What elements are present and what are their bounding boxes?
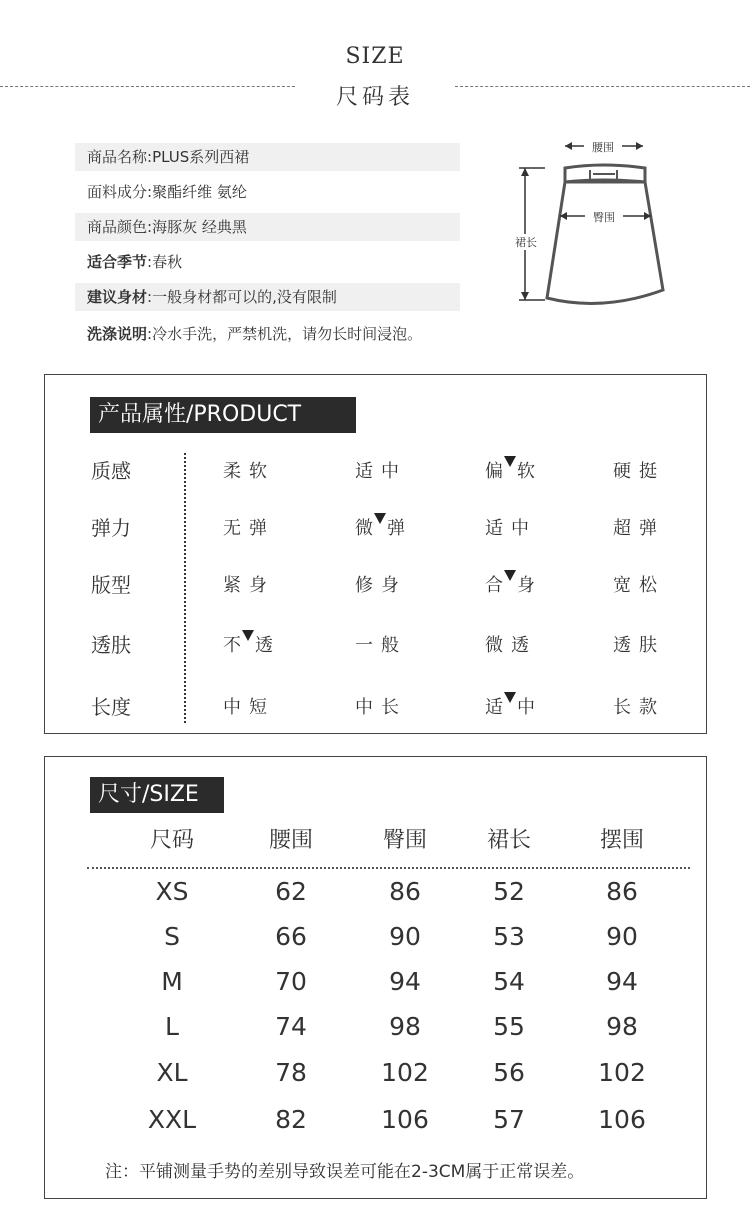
size-table-cell: 106: [381, 1105, 429, 1134]
attribute-option: 微透: [485, 635, 537, 656]
size-table-cell: 94: [389, 967, 421, 996]
size-table-cell: 106: [598, 1105, 646, 1134]
info-value: 海豚灰 经典黑: [152, 218, 247, 236]
size-table-cell: 53: [493, 922, 525, 951]
info-row: [75, 283, 460, 311]
info-key: 建议身材: [87, 288, 148, 306]
info-value: 一般身材都可以的,没有限制: [152, 288, 337, 306]
option-text-end: 弹: [387, 518, 413, 539]
size-table-cell: XS: [155, 877, 189, 906]
size-column-header: 尺码: [149, 828, 194, 853]
option-text-start: 微: [355, 518, 381, 539]
attribute-option: 透肤: [613, 635, 665, 656]
attribute-option: 超弹: [613, 518, 665, 539]
info-separator: :: [147, 253, 153, 271]
info-separator: :: [147, 288, 153, 306]
attribute-option: 中长: [355, 697, 407, 718]
attribute-label: 弹力: [91, 516, 131, 540]
attribute-option: [485, 457, 543, 483]
size-table-cell: L: [165, 1012, 179, 1041]
size-table-cell: 55: [493, 1012, 525, 1041]
size-table-cell: 82: [275, 1105, 307, 1134]
option-text-end: 中: [517, 697, 543, 718]
header-size-en: SIZE: [345, 44, 405, 69]
length-label: 裙长: [515, 236, 537, 249]
size-table-cell: 90: [389, 922, 421, 951]
size-column-header: 摆围: [599, 828, 644, 853]
attribute-option: 紧身: [223, 575, 275, 596]
info-value: 春秋: [152, 253, 183, 271]
hip-label: 臀围: [593, 211, 615, 224]
option-text-end: 透: [255, 635, 281, 656]
selected-marker-icon: [374, 513, 386, 524]
size-table-cell: 57: [493, 1105, 525, 1134]
size-column-header: 臀围: [382, 828, 427, 853]
size-table-cell: 74: [275, 1012, 307, 1041]
attribute-divider: [184, 453, 186, 723]
size-table-cell: S: [164, 922, 180, 951]
size-table-divider: [87, 867, 690, 869]
size-column-header: 裙长: [486, 828, 531, 853]
attribute-option: 柔软: [223, 461, 275, 482]
size-table-cell: 94: [606, 967, 638, 996]
attribute-label: 质感: [91, 459, 131, 483]
info-separator: :: [147, 325, 153, 343]
size-table-cell: 56: [493, 1058, 525, 1087]
attribute-option: 适中: [485, 518, 537, 539]
attribute-label: 版型: [91, 573, 131, 597]
info-row: [75, 178, 460, 206]
attribute-label: 长度: [91, 695, 131, 719]
info-separator: :: [147, 183, 153, 201]
selected-marker-icon: [504, 456, 516, 467]
attribute-option: [485, 693, 543, 719]
size-table-cell: 86: [606, 877, 638, 906]
size-table-cell: 70: [275, 967, 307, 996]
waist-label: 腰围: [592, 141, 614, 154]
attribute-option: 修身: [355, 575, 407, 596]
info-row: [75, 213, 460, 241]
selected-marker-icon: [242, 630, 254, 641]
attribute-option: 无弹: [223, 518, 275, 539]
attribute-option: [223, 631, 281, 657]
measurement-note: 注：平铺测量手势的差别导致误差可能在2-3CM属于正常误差。: [105, 1162, 585, 1182]
size-table-cell: 102: [598, 1058, 646, 1087]
attribute-option: 一般: [355, 635, 407, 656]
attribute-option: 宽松: [613, 575, 665, 596]
option-text-start: 不: [223, 635, 249, 656]
product-tag: 产品属性/PRODUCT: [90, 397, 356, 433]
header-title: 尺码表: [335, 85, 414, 110]
info-value: 聚酯纤维 氨纶: [152, 183, 247, 201]
attribute-option: 中短: [223, 697, 275, 718]
info-row: [75, 143, 460, 171]
info-separator: :: [147, 218, 153, 236]
selected-marker-icon: [504, 692, 516, 703]
size-table-cell: XL: [156, 1058, 188, 1087]
skirt-diagram: [505, 130, 685, 310]
size-table-cell: 90: [606, 922, 638, 951]
option-text-start: 偏: [485, 461, 511, 482]
size-table-cell: 86: [389, 877, 421, 906]
size-tag: 尺寸/SIZE: [90, 777, 224, 813]
size-table-cell: 98: [606, 1012, 638, 1041]
size-table-cell: 52: [493, 877, 525, 906]
size-table-cell: XXL: [147, 1105, 197, 1134]
info-row: [75, 248, 460, 276]
size-table-cell: 66: [275, 922, 307, 951]
size-table-cell: 54: [493, 967, 525, 996]
info-key: 洗涤说明: [87, 325, 148, 343]
info-key: 适合季节: [87, 253, 148, 271]
info-value: PLUS系列西裙: [152, 148, 250, 166]
attribute-option: 长款: [613, 697, 665, 718]
size-table-cell: 78: [275, 1058, 307, 1087]
attribute-option: [485, 571, 543, 597]
option-text-end: 身: [517, 575, 543, 596]
attribute-option: 适中: [355, 461, 407, 482]
info-key: 面料成分: [87, 183, 148, 201]
size-table-cell: 98: [389, 1012, 421, 1041]
info-row: [75, 320, 460, 348]
option-text-start: 适: [485, 697, 511, 718]
info-key: 商品名称: [87, 148, 148, 166]
info-separator: :: [147, 148, 153, 166]
option-text-end: 软: [517, 461, 543, 482]
size-table-cell: 102: [381, 1058, 429, 1087]
size-column-header: 腰围: [268, 828, 313, 853]
attribute-option: 硬挺: [613, 461, 665, 482]
size-table-cell: 62: [275, 877, 307, 906]
size-table-box: [44, 756, 707, 1199]
selected-marker-icon: [504, 570, 516, 581]
info-key: 商品颜色: [87, 218, 148, 236]
size-table-cell: M: [161, 967, 183, 996]
attribute-label: 透肤: [91, 633, 131, 657]
product-attributes-box: [44, 374, 707, 734]
option-text-start: 合: [485, 575, 511, 596]
info-value: 冷水手洗，严禁机洗，请勿长时间浸泡。: [152, 325, 423, 343]
attribute-option: [355, 514, 413, 540]
